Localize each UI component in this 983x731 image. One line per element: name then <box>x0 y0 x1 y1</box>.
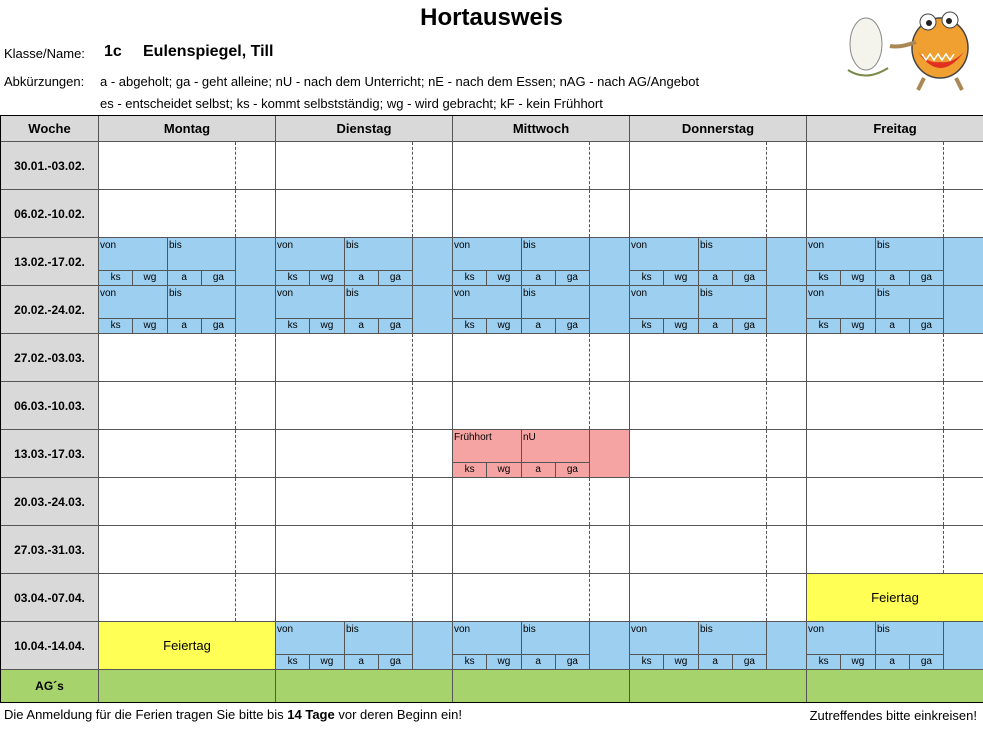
week-label: 13.03.-17.03. <box>1 430 99 478</box>
day-cell[interactable] <box>276 382 453 430</box>
bis-label: bis <box>700 624 713 635</box>
week-label: 13.02.-17.02. <box>1 238 99 286</box>
von-label: von <box>454 240 471 251</box>
option-a[interactable]: a <box>699 271 733 285</box>
bis-label: bis <box>523 240 536 251</box>
option-a[interactable]: a <box>876 319 910 333</box>
option-wg[interactable]: wg <box>133 319 167 333</box>
abbreviations-line-2: es - entscheidet selbst; ks - kommt selbstständig; wg - wird gebracht; kF - kein Frühhort <box>100 96 603 111</box>
option-wg[interactable]: wg <box>310 319 344 333</box>
holiday-label: Feiertag <box>871 590 919 605</box>
cell-divider <box>766 286 767 333</box>
cell-divider <box>235 190 236 237</box>
von-label: von <box>454 624 471 635</box>
bis-label: bis <box>700 240 713 251</box>
day-cell[interactable] <box>99 190 276 238</box>
day-cell[interactable] <box>99 142 276 190</box>
option-a[interactable]: a <box>699 655 733 669</box>
day-cell[interactable] <box>276 430 453 478</box>
option-ks[interactable]: ks <box>99 271 133 285</box>
cell-divider <box>766 478 767 525</box>
cell-divider <box>412 382 413 429</box>
option-ks[interactable]: ks <box>453 319 487 333</box>
option-wg[interactable]: wg <box>487 463 521 477</box>
day-cell[interactable] <box>630 526 807 574</box>
option-ga[interactable]: ga <box>389 656 401 667</box>
holiday-label: Feiertag <box>163 638 211 653</box>
time-slot-cell[interactable] <box>807 238 983 286</box>
option-wg[interactable]: wg <box>841 271 875 285</box>
option-wg[interactable]: wg <box>664 271 698 285</box>
cell-divider <box>589 574 590 621</box>
option-ga[interactable]: ga <box>920 272 932 283</box>
fruehhort-cell[interactable] <box>453 430 630 478</box>
option-ks[interactable]: ks <box>276 271 310 285</box>
option-wg[interactable]: wg <box>841 655 875 669</box>
cell-divider <box>235 142 236 189</box>
option-ks[interactable]: ks <box>807 319 841 333</box>
cell-divider <box>943 478 944 525</box>
cell-divider <box>412 430 413 477</box>
cell-divider <box>344 286 345 318</box>
option-choices <box>99 271 235 285</box>
cell-divider <box>766 142 767 189</box>
holiday-cell <box>807 574 983 622</box>
option-ks[interactable]: ks <box>807 271 841 285</box>
day-cell[interactable] <box>630 382 807 430</box>
option-wg[interactable]: wg <box>310 655 344 669</box>
cell-divider <box>167 238 168 270</box>
day-cell[interactable] <box>99 478 276 526</box>
option-a[interactable]: a <box>522 463 556 477</box>
day-cell[interactable] <box>99 334 276 382</box>
option-a[interactable]: a <box>522 271 556 285</box>
time-slot-cell[interactable] <box>99 238 276 286</box>
option-choices <box>276 319 412 333</box>
day-cell[interactable] <box>276 478 453 526</box>
option-choices <box>453 319 589 333</box>
cell-divider <box>412 574 413 621</box>
cell-divider <box>698 286 699 318</box>
von-label: von <box>631 288 648 299</box>
day-cell[interactable] <box>99 382 276 430</box>
cell-divider <box>235 286 236 333</box>
cell-divider <box>412 622 413 669</box>
cell-divider <box>412 334 413 381</box>
abbreviations-label: Abkürzungen: <box>4 74 85 89</box>
day-header-mittwoch: Mittwoch <box>453 116 630 142</box>
day-cell[interactable] <box>99 574 276 622</box>
footer-note-end: vor deren Beginn ein! <box>334 707 462 722</box>
day-cell[interactable] <box>99 526 276 574</box>
option-ga[interactable]: ga <box>566 272 578 283</box>
week-label: 20.03.-24.03. <box>1 478 99 526</box>
ag-row-label: AG´s <box>1 670 99 702</box>
bis-label: bis <box>346 624 359 635</box>
option-ks[interactable]: ks <box>630 319 664 333</box>
option-ga[interactable]: ga <box>566 464 578 475</box>
week-label: 27.02.-03.03. <box>1 334 99 382</box>
cell-divider <box>235 334 236 381</box>
cell-divider <box>875 286 876 318</box>
bis-label: bis <box>169 240 182 251</box>
cell-divider <box>589 526 590 573</box>
day-cell[interactable] <box>630 478 807 526</box>
option-wg[interactable]: wg <box>310 271 344 285</box>
day-cell[interactable] <box>630 430 807 478</box>
time-slot-cell[interactable] <box>276 622 453 670</box>
option-a[interactable]: a <box>522 655 556 669</box>
week-label: 10.04.-14.04. <box>1 622 99 670</box>
cell-divider <box>412 190 413 237</box>
option-ga[interactable]: ga <box>212 272 224 283</box>
bis-label: bis <box>523 288 536 299</box>
von-label: von <box>277 288 294 299</box>
cell-divider <box>521 622 522 654</box>
klasse-label: Klasse/Name: <box>4 46 85 61</box>
option-a[interactable]: a <box>168 319 202 333</box>
cell-divider <box>766 574 767 621</box>
cell-divider <box>235 574 236 621</box>
time-slot-cell[interactable] <box>276 286 453 334</box>
cell-divider <box>766 238 767 285</box>
von-label: von <box>277 624 294 635</box>
day-cell[interactable] <box>630 334 807 382</box>
holiday-cell <box>99 622 276 670</box>
cell-divider <box>766 334 767 381</box>
cell-divider <box>235 430 236 477</box>
cell-divider <box>235 526 236 573</box>
option-choices <box>630 319 766 333</box>
option-wg[interactable]: wg <box>487 655 521 669</box>
cell-divider <box>766 526 767 573</box>
bis-label: bis <box>877 288 890 299</box>
cell-divider <box>943 286 944 333</box>
cell-divider <box>589 430 590 477</box>
von-label: von <box>100 240 117 251</box>
option-ga[interactable]: ga <box>743 272 755 283</box>
option-ga[interactable]: ga <box>743 656 755 667</box>
day-cell[interactable] <box>453 142 630 190</box>
option-ga[interactable]: ga <box>920 320 932 331</box>
day-header-montag: Montag <box>99 116 276 142</box>
day-cell[interactable] <box>807 190 983 238</box>
option-ks[interactable]: ks <box>453 655 487 669</box>
bis-label: bis <box>877 624 890 635</box>
cell-divider <box>589 142 590 189</box>
day-cell[interactable] <box>630 190 807 238</box>
cell-divider <box>875 238 876 270</box>
week-label: 30.01.-03.02. <box>1 142 99 190</box>
cell-divider <box>698 238 699 270</box>
day-cell[interactable] <box>807 478 983 526</box>
option-wg[interactable]: wg <box>664 655 698 669</box>
cell-divider <box>589 286 590 333</box>
cell-divider <box>344 622 345 654</box>
cell-divider <box>943 334 944 381</box>
option-ks[interactable]: ks <box>630 655 664 669</box>
ag-cell[interactable] <box>453 670 630 702</box>
bis-label: bis <box>346 240 359 251</box>
von-label: von <box>277 240 294 251</box>
day-cell[interactable] <box>276 526 453 574</box>
option-choices <box>453 655 589 669</box>
week-label: 06.03.-10.03. <box>1 382 99 430</box>
cell-divider <box>943 382 944 429</box>
cell-divider <box>766 382 767 429</box>
option-wg[interactable]: wg <box>841 319 875 333</box>
option-ga[interactable]: ga <box>566 656 578 667</box>
day-cell[interactable] <box>276 574 453 622</box>
day-cell[interactable] <box>630 574 807 622</box>
option-ga[interactable]: ga <box>212 320 224 331</box>
time-slot-cell[interactable] <box>630 622 807 670</box>
schedule-table <box>0 115 983 703</box>
day-cell[interactable] <box>807 430 983 478</box>
cell-divider <box>698 622 699 654</box>
time-slot-cell[interactable] <box>453 622 630 670</box>
day-cell[interactable] <box>276 190 453 238</box>
option-ga[interactable]: ga <box>743 320 755 331</box>
abbreviations-line-1: a - abgeholt; ga - geht alleine; nU - nach dem Unterricht; nE - nach dem Essen; nAG - nach AG/Angebot <box>100 74 700 89</box>
option-choices <box>453 463 589 477</box>
footer-instruction: Zutreffendes bitte einkreisen! <box>809 708 977 723</box>
time-slot-cell[interactable] <box>453 238 630 286</box>
fruehhort-label: Frühhort <box>454 432 492 443</box>
option-a[interactable]: a <box>345 655 379 669</box>
cell-divider <box>943 190 944 237</box>
cell-divider <box>521 286 522 318</box>
week-label: 27.03.-31.03. <box>1 526 99 574</box>
day-cell[interactable] <box>453 334 630 382</box>
time-slot-cell[interactable] <box>630 238 807 286</box>
time-slot-cell[interactable] <box>99 286 276 334</box>
time-slot-cell[interactable] <box>276 238 453 286</box>
day-cell[interactable] <box>276 334 453 382</box>
cell-divider <box>589 238 590 285</box>
cell-divider <box>766 430 767 477</box>
day-cell[interactable] <box>453 382 630 430</box>
option-ks[interactable]: ks <box>453 463 487 477</box>
cell-divider <box>521 430 522 462</box>
page-title: Hortausweis <box>420 4 563 31</box>
bis-label: bis <box>877 240 890 251</box>
von-label: von <box>808 240 825 251</box>
option-ks[interactable]: ks <box>453 271 487 285</box>
option-wg[interactable]: wg <box>487 271 521 285</box>
option-a[interactable]: a <box>699 319 733 333</box>
time-slot-cell[interactable] <box>807 286 983 334</box>
option-choices <box>99 319 235 333</box>
cell-divider <box>344 238 345 270</box>
von-label: von <box>808 288 825 299</box>
day-cell[interactable] <box>453 190 630 238</box>
week-column-header: Woche <box>1 116 99 142</box>
time-slot-cell[interactable] <box>807 622 983 670</box>
cell-divider <box>412 238 413 285</box>
cell-divider <box>589 190 590 237</box>
day-cell[interactable] <box>807 334 983 382</box>
cell-divider <box>412 478 413 525</box>
von-label: von <box>808 624 825 635</box>
von-label: von <box>631 240 648 251</box>
option-a[interactable]: a <box>168 271 202 285</box>
day-cell[interactable] <box>276 142 453 190</box>
option-choices <box>807 655 943 669</box>
option-ga[interactable]: ga <box>389 272 401 283</box>
time-slot-cell[interactable] <box>453 286 630 334</box>
cell-divider <box>875 622 876 654</box>
week-label: 20.02.-24.02. <box>1 286 99 334</box>
von-label: von <box>631 624 648 635</box>
klasse-value: 1c <box>104 43 122 60</box>
option-ga[interactable]: ga <box>920 656 932 667</box>
option-ks[interactable]: ks <box>276 655 310 669</box>
day-cell[interactable] <box>453 478 630 526</box>
nu-label: nU <box>523 432 536 443</box>
option-a[interactable]: a <box>876 655 910 669</box>
cell-divider <box>167 286 168 318</box>
week-label: 03.04.-07.04. <box>1 574 99 622</box>
ag-cell[interactable] <box>807 670 983 702</box>
footer-note-start: Die Anmeldung für die Ferien tragen Sie bitte bis <box>4 707 288 722</box>
cell-divider <box>521 238 522 270</box>
option-ga[interactable]: ga <box>389 320 401 331</box>
bis-label: bis <box>346 288 359 299</box>
option-ks[interactable]: ks <box>99 319 133 333</box>
option-wg[interactable]: wg <box>487 319 521 333</box>
cell-divider <box>412 286 413 333</box>
ag-cell[interactable] <box>276 670 453 702</box>
day-header-donnerstag: Donnerstag <box>630 116 807 142</box>
option-a[interactable]: a <box>522 319 556 333</box>
von-label: von <box>100 288 117 299</box>
footer-note-deadline: 14 Tage <box>287 707 335 722</box>
cell-divider <box>943 142 944 189</box>
cell-divider <box>766 622 767 669</box>
ag-cell[interactable] <box>630 670 807 702</box>
cell-divider <box>235 238 236 285</box>
option-choices <box>630 655 766 669</box>
cell-divider <box>943 238 944 285</box>
option-a[interactable]: a <box>345 319 379 333</box>
cell-divider <box>589 334 590 381</box>
cell-divider <box>766 190 767 237</box>
option-choices <box>453 271 589 285</box>
cell-divider <box>412 526 413 573</box>
option-wg[interactable]: wg <box>133 271 167 285</box>
cell-divider <box>589 478 590 525</box>
cell-divider <box>943 430 944 477</box>
option-choices <box>630 271 766 285</box>
cell-divider <box>589 622 590 669</box>
option-ks[interactable]: ks <box>276 319 310 333</box>
day-cell[interactable] <box>453 526 630 574</box>
option-choices <box>276 271 412 285</box>
cell-divider <box>589 382 590 429</box>
option-choices <box>276 655 412 669</box>
cell-divider <box>943 526 944 573</box>
option-a[interactable]: a <box>345 271 379 285</box>
day-cell[interactable] <box>807 526 983 574</box>
day-cell[interactable] <box>453 574 630 622</box>
ag-cell[interactable] <box>99 670 276 702</box>
frog-mascot-icon <box>840 2 978 94</box>
option-ga[interactable]: ga <box>566 320 578 331</box>
option-ks[interactable]: ks <box>630 271 664 285</box>
day-cell[interactable] <box>807 142 983 190</box>
option-ks[interactable]: ks <box>807 655 841 669</box>
week-label: 06.02.-10.02. <box>1 190 99 238</box>
day-header-dienstag: Dienstag <box>276 116 453 142</box>
day-cell[interactable] <box>630 142 807 190</box>
option-choices <box>807 271 943 285</box>
option-a[interactable]: a <box>876 271 910 285</box>
von-label: von <box>454 288 471 299</box>
cell-divider <box>235 478 236 525</box>
cell-divider <box>412 142 413 189</box>
day-cell[interactable] <box>807 382 983 430</box>
bis-label: bis <box>523 624 536 635</box>
footer-note <box>4 707 462 722</box>
day-header-freitag: Freitag <box>807 116 983 142</box>
bis-label: bis <box>169 288 182 299</box>
bis-label: bis <box>700 288 713 299</box>
option-wg[interactable]: wg <box>664 319 698 333</box>
time-slot-cell[interactable] <box>630 286 807 334</box>
cell-divider <box>235 382 236 429</box>
name-value: Eulenspiegel, Till <box>143 43 274 60</box>
day-cell[interactable] <box>99 430 276 478</box>
cell-divider <box>943 622 944 669</box>
option-choices <box>807 319 943 333</box>
